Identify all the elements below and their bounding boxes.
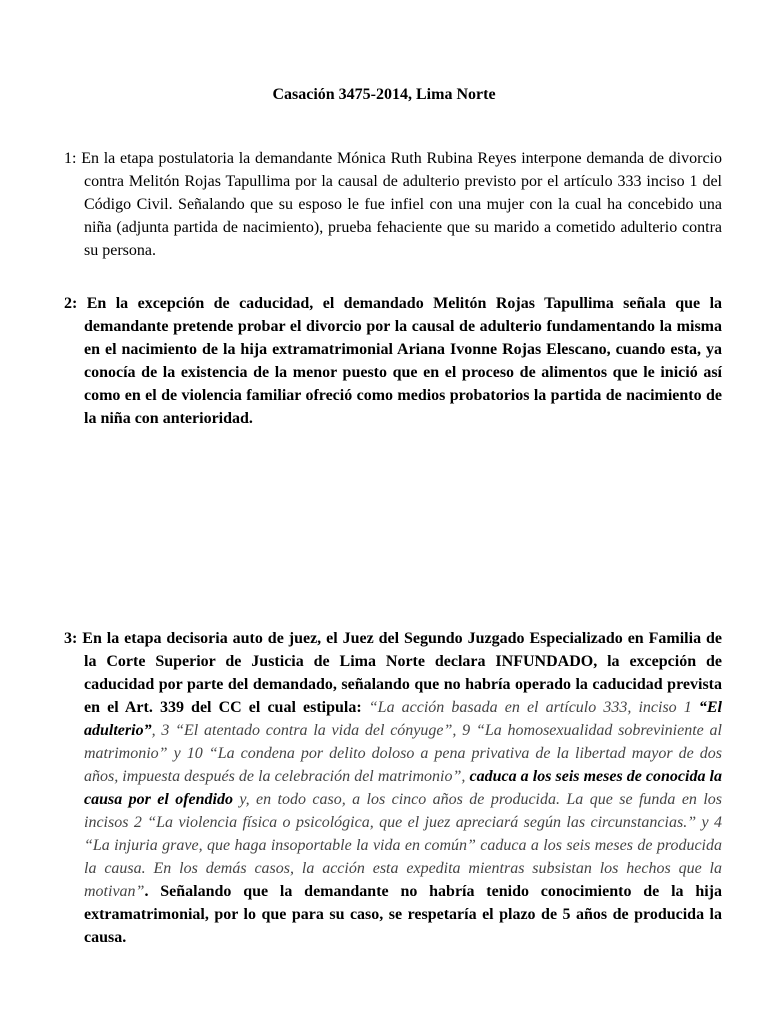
paragraph-number: 1: <box>64 150 77 167</box>
paragraph-3 <box>64 627 722 949</box>
paragraph-1 <box>64 147 722 262</box>
legal-quote-part-a: “La acción basada en el artículo 333, inciso 1 <box>368 699 699 716</box>
legal-quote-part-b: , 3 “El atentado contra la vida del cónyuge”, 9 “La homosexualidad sobreviniente al matrimonio” y 10 “La condena por delito doloso a pena privativa de la libertad mayor de dos años, impuesta después de la celebración del matrimonio”, <box>84 722 722 785</box>
legal-quote-emphasis-adulterio: “El adulterio” <box>84 699 722 739</box>
paragraph-outro: . Señalando que la demandante no habría tenido conocimiento de la hija extramatrimonial, por lo que para su caso, se respetaría el plazo de 5 años de producida la causa. <box>84 883 722 946</box>
document-title: Casación 3475-2014, Lima Norte <box>272 86 496 103</box>
paragraph-2 <box>64 292 722 430</box>
paragraph-number: 3: <box>64 630 78 647</box>
paragraph-number: 2: <box>64 295 78 312</box>
paragraph-text: En la excepción de caducidad, el demandado Melitón Rojas Tapullima señala que la demandante pretende probar el divorcio por la causal de adulterio fundamentando la misma en el nacimiento de la hija extramatrimonial Ariana Ivonne Rojas Elescano, cuando esta, ya conocía de la existencia de la menor puesto que en el proceso de alimentos que le inició así como en el de violencia familiar ofreció como medios probatorios la partida de nacimiento de la niña con anterioridad. <box>84 295 723 427</box>
paragraph-text: En la etapa postulatoria la demandante Mónica Ruth Rubina Reyes interpone demanda de divorcio contra Melitón Rojas Tapullima por la causal de adulterio previsto por el artículo 333 inciso 1 del Código Civil. Señalando que su esposo le fue infiel con una mujer con la cual ha concebido una niña (adjunta partida de nacimiento), prueba fehaciente que su marido a cometido adulterio contra su persona. <box>81 150 723 259</box>
legal-quote-emphasis-caduca: caduca a los seis meses de conocida la causa por el ofendido <box>84 768 723 808</box>
paragraph-intro: En la etapa decisoria auto de juez, el Juez del Segundo Juzgado Especializado en Familia de la Corte Superior de Justicia de Lima Norte declara INFUNDADO, la excepción de caducidad por parte del demandado, señalando que no habría operado la caducidad prevista en el Art. 339 del CC el cual estipula: <box>82 630 723 716</box>
legal-quote-part-c: y, en todo caso, a los cinco años de producida. La que se funda en los incisos 2 “La violencia física o psicológica, que el juez apreciará según las circunstancias.” y 4 “La injuria grave, que haga insoportable la vida en común” caduca a los seis meses de producida la causa. En los demás casos, la acción esta expedita mientras subsistan los hechos que la motivan” <box>84 791 722 900</box>
